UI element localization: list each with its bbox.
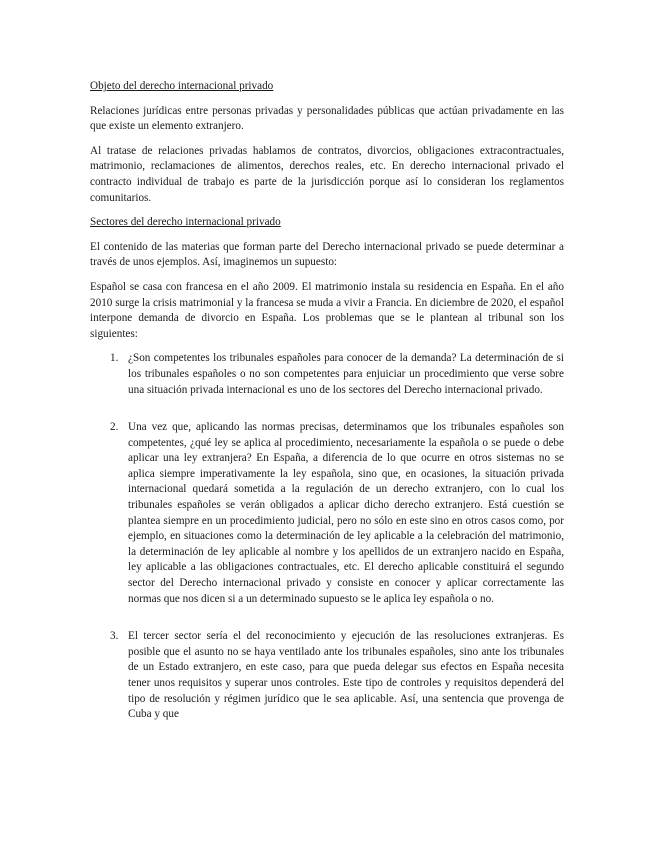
list-item-text: Una vez que, aplicando las normas precisas, determinamos que los tribunales españoles son competentes, ¿qué ley se aplica al procedimiento, necesariamente la española o se puede o debe aplicar una ley extranjera? En España, a diferencia de lo que ocurre en otros sistemas no se aplica siempre imperativamente la ley española, sino que, en ocasiones, la situación privada internacional quedará sometida a la regulación de un derecho extranjero, con lo cual los tribunales españoles se verán obligados a aplicar dicho derecho extranjero. Está cuestión se plantea siempre en un procedimiento judicial, pero no sólo en este sino en otros casos como, por ejemplo, en situaciones como la determinación de ley aplicable a la celebración del matrimonio, la determinación de ley aplicable al nombre y los apellidos de un extranjero nacido en España, ley aplicable a las obligaciones contractuales, etc. El derecho aplicable constituirá el segundo sector del Derecho internacional privado y consiste en conocer y aplicar correctamente las normas que nos dicen si a un determinado supuesto se le aplica ley española o no. [128,421,564,605]
list-item [90,351,564,398]
list-item-number: 2. [110,421,119,434]
paragraph-relaciones-privadas: Al tratase de relaciones privadas hablamos de contratos, divorcios, obligaciones extracontractuales, matrimonio, reclamaciones de alimentos, derechos reales, etc. En derecho internacional privado el contracto individual de trabajo es parte de la jurisdicción porque así lo consideran los reglamentos comunitarios. [90,144,564,204]
list-item-text: El tercer sector sería el del reconocimiento y ejecución de las resoluciones extranjeras. Es posible que el asunto no se haya ventilado ante los tribunales españoles, sino ante los tribunales de un Estado extranjero, en este caso, para que pueda delegar sus efectos en España necesita tener unos requisitos y superar unos controles. Este tipo de controles y requisitos dependerá del tipo de resolución y régimen jurídico que le sea aplicable. Así, una sentencia que provenga de Cuba y que [128,630,564,721]
list-item [90,420,564,607]
list-item [90,629,564,723]
paragraph-supuesto: Español se casa con francesa en el año 2009. El matrimonio instala su residencia en España. En el año 2010 surge la crisis matrimonial y la francesa se muda a vivir a Francia. En diciembre de 2020, el español interpone demanda de divorcio en España. Los problemas que se le plantean al tribunal son los siguientes: [90,280,564,340]
paragraph-relaciones: Relaciones jurídicas entre personas privadas y personalidades públicas que actúan privadamente en las que existe un elemento extranjero. [90,104,564,133]
section-heading-sectores: Sectores del derecho internacional privado [90,216,281,229]
list-item-number: 1. [110,352,119,365]
paragraph-contenido: El contenido de las materias que forman parte del Derecho internacional privado se puede determinar a través de unos ejemplos. Así, imaginemos un supuesto: [90,240,564,269]
list-item-text: ¿Son competentes los tribunales españoles para conocer de la demanda? La determinación de si los tribunales españoles o no son competentes para enjuiciar un procedimiento que verse sobre una situación privada internacional es uno de los sectores del Derecho internacional privado. [128,352,564,396]
section-heading-objeto: Objeto del derecho internacional privado [90,80,274,92]
document-page [90,79,564,745]
problems-list [90,351,564,722]
list-item-number: 3. [110,630,119,643]
